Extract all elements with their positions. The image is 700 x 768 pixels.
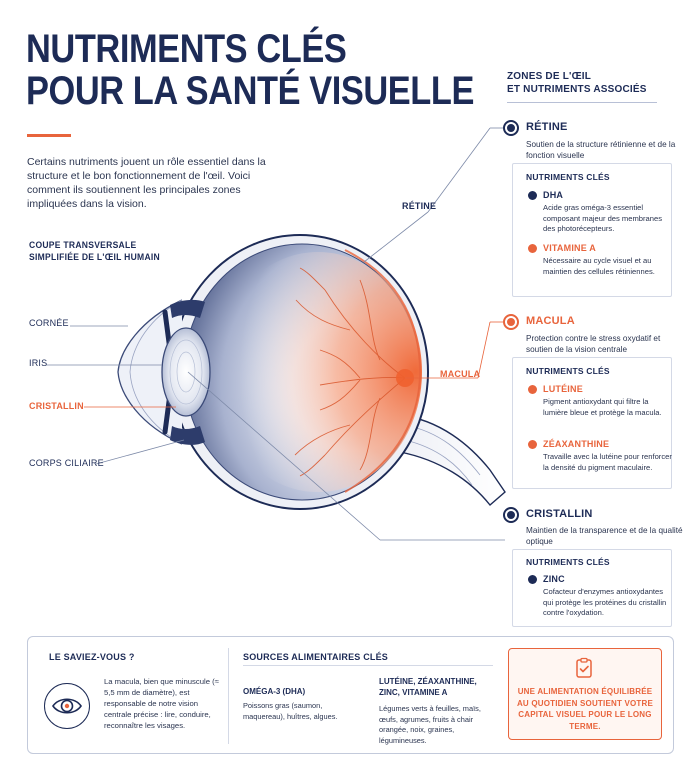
diagram-heading-line-1: COUPE TRANSVERSALE <box>29 240 137 251</box>
clipboard-check-icon <box>572 656 596 680</box>
food-sources-title: SOURCES ALIMENTAIRES CLÉS <box>243 652 389 662</box>
did-you-know-text: La macula, bien que minuscule (≈ 5,5 mm de diamètre), est responsable de notre vision centrale précise : lire, conduire, reconnaître les visages. <box>104 677 219 730</box>
eye-icon <box>44 683 90 729</box>
lens <box>162 328 210 416</box>
label-iris: IRIS <box>29 358 48 368</box>
label-cornee: CORNÉE <box>29 318 69 328</box>
target-dot-icon <box>503 120 519 136</box>
food-sources-rule <box>243 665 493 666</box>
source-luteine-heading: LUTÉINE, ZÉAXANTHINE, ZINC, VITAMINE A <box>379 677 477 697</box>
zone-cristallin-nutrients-heading: NUTRIMENTS CLÉS <box>526 557 610 567</box>
nutrient-zinc-name: ZINC <box>543 574 565 584</box>
target-dot-icon <box>503 507 519 523</box>
nutrient-vitamine-a-description: Nécessaire au cycle visuel et au maintien des cellules rétiniennes. <box>543 256 655 276</box>
label-macula: MACULA <box>440 369 481 379</box>
callout-text: UNE ALIMENTATION ÉQUILIBRÉE AU QUOTIDIEN SOUTIENT VOTRE CAPITAL VISUEL POUR LE LONG TERME. <box>516 687 654 731</box>
diagram-heading-line-2: SIMPLIFIÉE DE L'ŒIL HUMAIN <box>29 252 160 263</box>
vitamine-a-bullet <box>528 244 537 253</box>
zone-retine-nutrients-heading: NUTRIMENTS CLÉS <box>526 172 610 182</box>
bottom-divider <box>228 648 229 744</box>
target-dot-icon <box>503 314 519 330</box>
zone-retine-title: RÉTINE <box>526 121 568 133</box>
zones-heading-rule <box>507 102 657 103</box>
zones-heading-line-2: ET NUTRIMENTS ASSOCIÉS <box>507 84 647 95</box>
nutrient-dha-description: Acide gras oméga-3 essentiel composant majeur des membranes des photorécepteurs. <box>543 203 663 233</box>
dha-bullet <box>528 191 537 200</box>
nutrient-zinc-description: Cofacteur d'enzymes antioxydantes qui protège les protéines du cristallin contre l'oxydation. <box>543 587 667 617</box>
zone-macula-nutrients-heading: NUTRIMENTS CLÉS <box>526 366 610 376</box>
zone-macula-title: MACULA <box>526 315 575 327</box>
nutrient-luteine-name: LUTÉINE <box>543 384 583 394</box>
zone-macula-description: Protection contre le stress oxydatif et soutien de la vision centrale <box>526 334 661 354</box>
nutrient-zeaxanthine-name: ZÉAXANTHINE <box>543 439 610 449</box>
did-you-know-title: LE SAVIEZ-VOUS ? <box>49 652 135 662</box>
source-omega3-text: Poissons gras (saumon, maquereau), huîtres, algues. <box>243 701 338 721</box>
luteine-bullet <box>528 385 537 394</box>
zone-cristallin-description: Maintien de la transparence et de la qualité optique <box>526 526 683 546</box>
zeaxanthine-bullet <box>528 440 537 449</box>
label-corps-ciliaire: CORPS CILIAIRE <box>29 458 104 468</box>
zones-heading-line-1: ZONES DE L'ŒIL <box>507 71 592 82</box>
source-omega3-heading: OMÉGA-3 (DHA) <box>243 687 306 696</box>
nutrient-luteine-description: Pigment antioxydant qui filtre la lumière bleue et protège la macula. <box>543 397 662 417</box>
source-luteine-text: Légumes verts à feuilles, maïs, œufs, agrumes, fruits à chair orangée, noix, graines, légumineuses. <box>379 704 481 745</box>
label-cristallin: CRISTALLIN <box>29 401 84 411</box>
nutrient-vitamine-a-name: VITAMINE A <box>543 243 596 253</box>
nutrient-zeaxanthine-description: Travaille avec la lutéine pour renforcer la densité du pigment maculaire. <box>543 452 672 472</box>
zones-heading <box>507 70 647 96</box>
intro-paragraph: Certains nutriments jouent un rôle essentiel dans la structure et le bon fonctionnement de l'œil. Voici comment ils soutiennent les principales zones impliquées dans la vision. <box>27 156 266 210</box>
zone-cristallin-title: CRISTALLIN <box>526 508 593 520</box>
nutrient-dha-name: DHA <box>543 190 564 200</box>
zinc-bullet <box>528 575 537 584</box>
title-line-2: POUR LA SANTÉ VISUELLE <box>26 69 474 113</box>
label-retine: RÉTINE <box>402 201 437 211</box>
zone-retine-description: Soutien de la structure rétinienne et de la fonction visuelle <box>526 140 676 160</box>
title-line-1: NUTRIMENTS CLÉS <box>26 27 347 71</box>
retina-area <box>214 252 422 492</box>
